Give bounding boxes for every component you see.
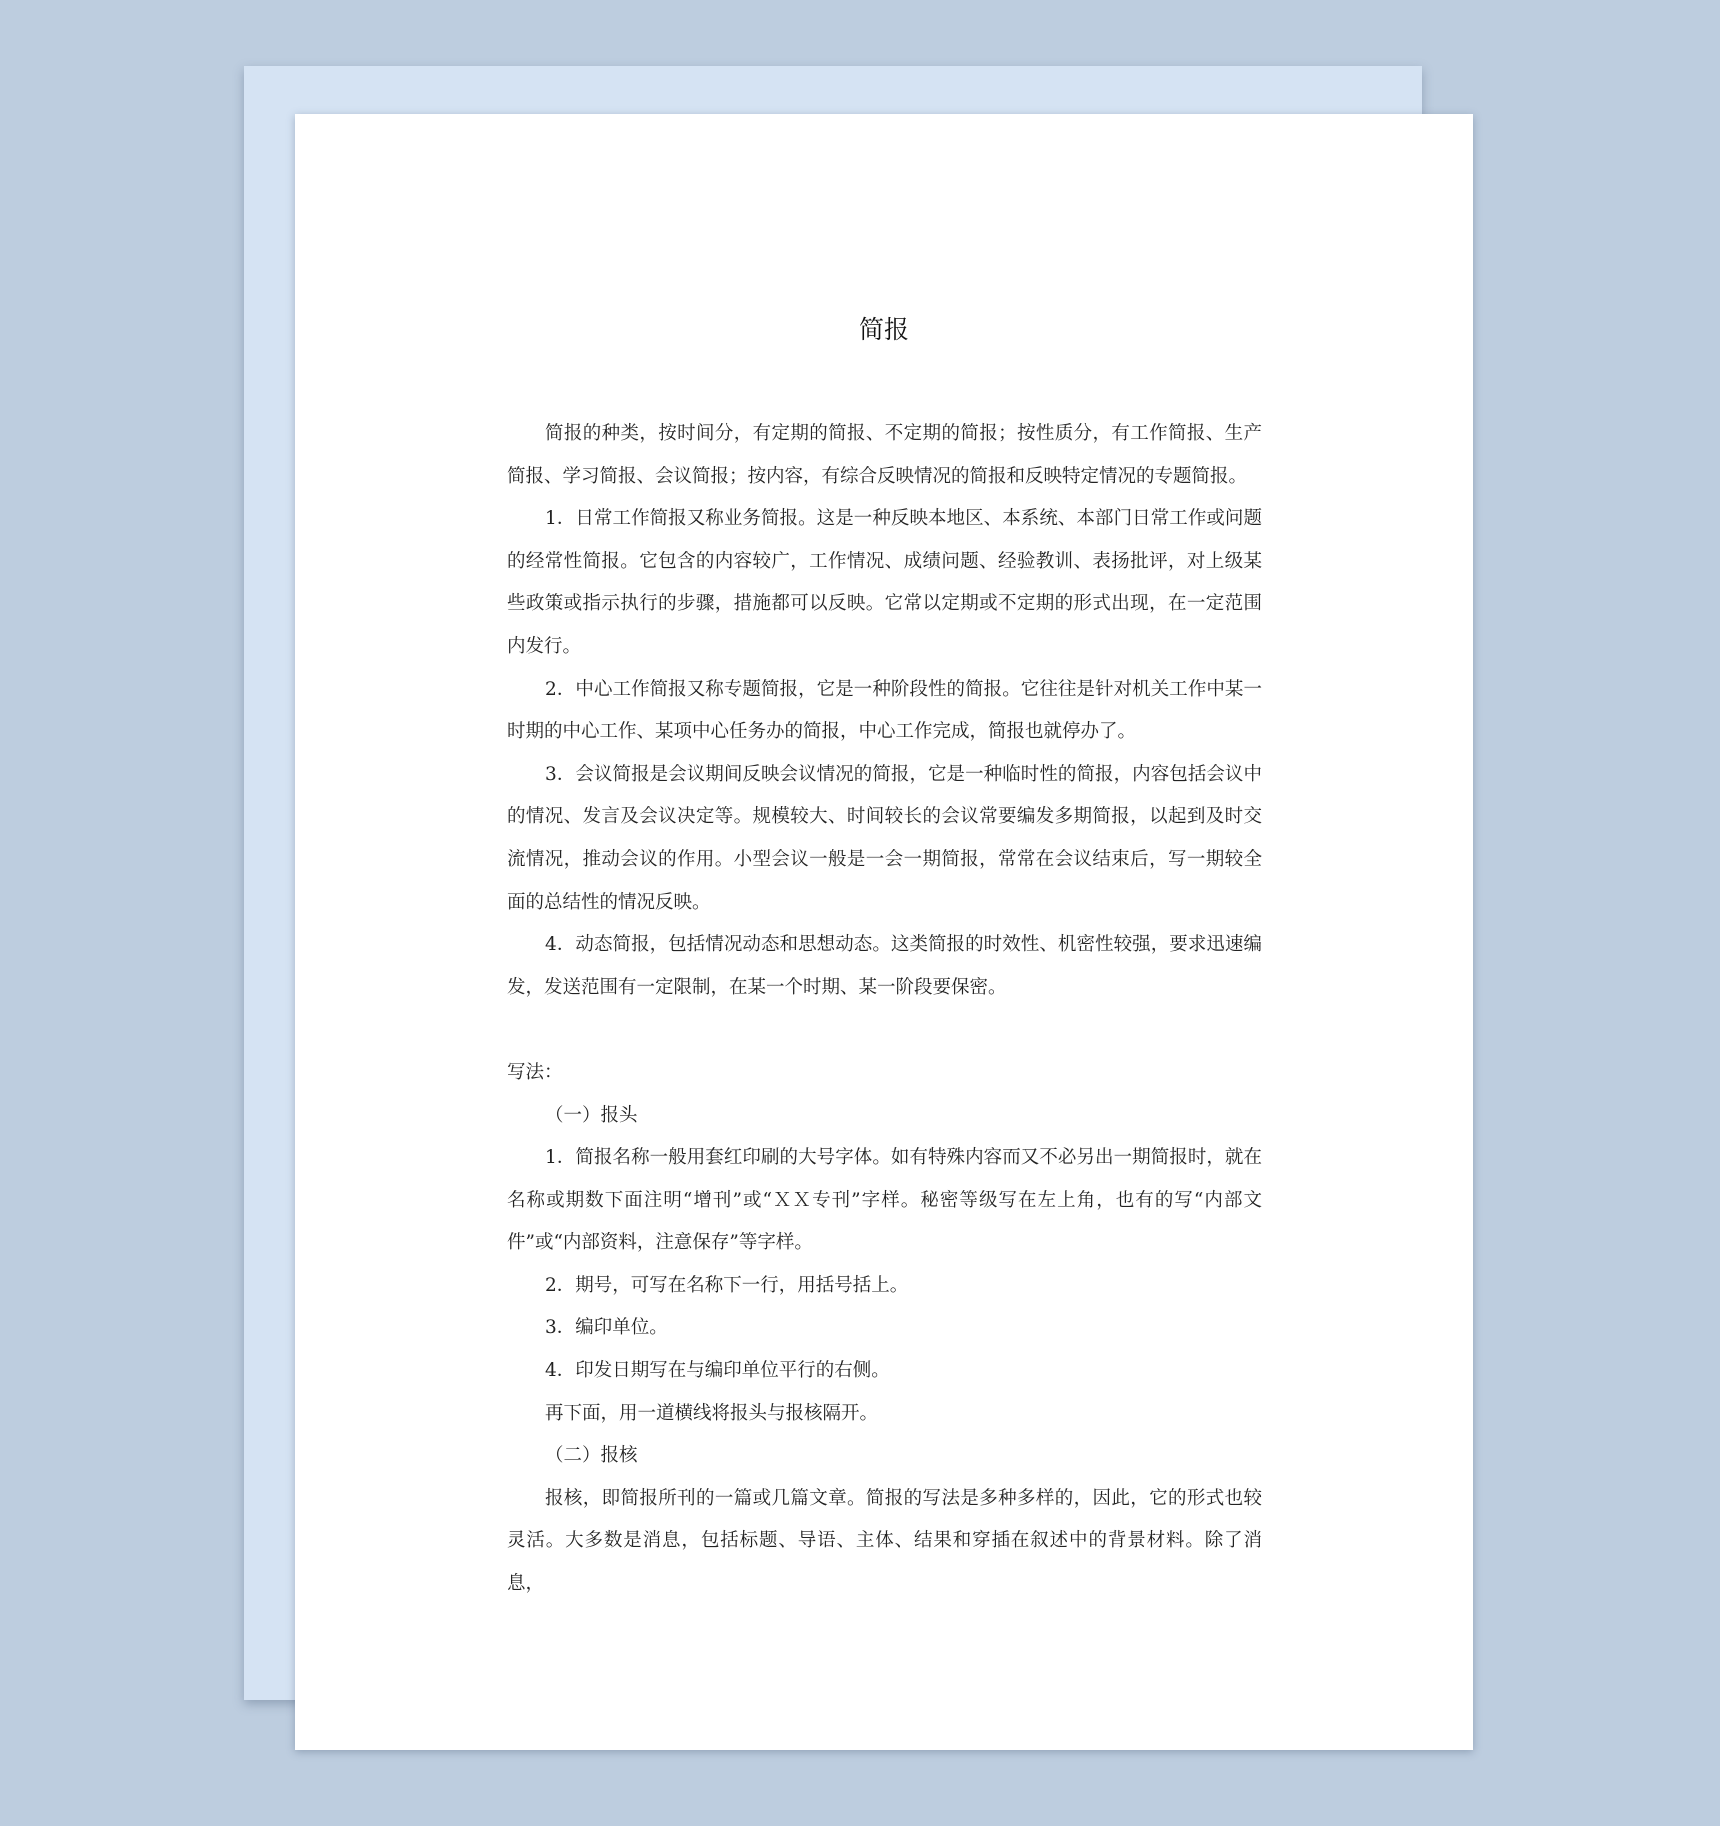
masthead-item-2: 2．期号，可写在名称下一行，用括号括上。 xyxy=(545,1274,909,1296)
masthead-item-1: 1．简报名称一般用套红印刷的大号字体。如有特殊内容而又不必另出一期简报时，就在名称或期数下面注明“增刊”或“ＸＸ专刊”字样。秘密等级写在左上角，也有的写“内部文件”或“内部资料，注意保存”等字样。 xyxy=(507,1147,1262,1254)
document-page xyxy=(295,114,1473,1750)
document-body xyxy=(507,413,1262,1606)
writing-heading: 写法： xyxy=(507,1061,563,1083)
masthead-item-3: 3．编印单位。 xyxy=(545,1317,668,1339)
paragraph-item-4: 4．动态简报，包括情况动态和思想动态。这类简报的时效性、机密性较强，要求迅速编发，发送范围有一定限制，在某一个时期、某一阶段要保密。 xyxy=(507,934,1262,998)
paragraph-intro: 简报的种类，按时间分，有定期的简报、不定期的简报；按性质分，有工作简报、生产简报、学习简报、会议简报；按内容，有综合反映情况的简报和反映特定情况的专题简报。 xyxy=(507,423,1262,487)
paragraph-item-1: 1．日常工作简报又称业务简报。这是一种反映本地区、本系统、本部门日常工作或问题的经常性简报。它包含的内容较广，工作情况、成绩问题、经验教训、表扬批评，对上级某些政策或指示执行的步骤，措施都可以反映。它常以定期或不定期的形式出现，在一定范围内发行。 xyxy=(507,508,1262,657)
paragraph-item-2: 2．中心工作简报又称专题简报，它是一种阶段性的简报。它往往是针对机关工作中某一时期的中心工作、某项中心任务办的简报，中心工作完成，简报也就停办了。 xyxy=(507,678,1262,743)
blank-line xyxy=(507,1009,1262,1052)
masthead-item-4: 4．印发日期写在与编印单位平行的右侧。 xyxy=(545,1360,890,1382)
section-heading-masthead: （一）报头 xyxy=(545,1104,638,1126)
masthead-item-5: 再下面，用一道横线将报头与报核隔开。 xyxy=(545,1402,879,1424)
body-section-paragraph: 报核，即简报所刊的一篇或几篇文章。简报的写法是多种多样的，因此，它的形式也较灵活。大多数是消息，包括标题、导语、主体、结果和穿插在叙述中的背景材料。除了消息， xyxy=(507,1487,1262,1595)
section-heading-body: （二）报核 xyxy=(545,1445,638,1467)
document-title: 简报 xyxy=(858,315,909,344)
paragraph-item-3: 3．会议简报是会议期间反映会议情况的简报，它是一种临时性的简报，内容包括会议中的情况、发言及会议决定等。规模较大、时间较长的会议常要编发多期简报，以起到及时交流情况，推动会议的作用。小型会议一般是一会一期简报，常常在会议结束后，写一期较全面的总结性的情况反映。 xyxy=(507,763,1262,913)
